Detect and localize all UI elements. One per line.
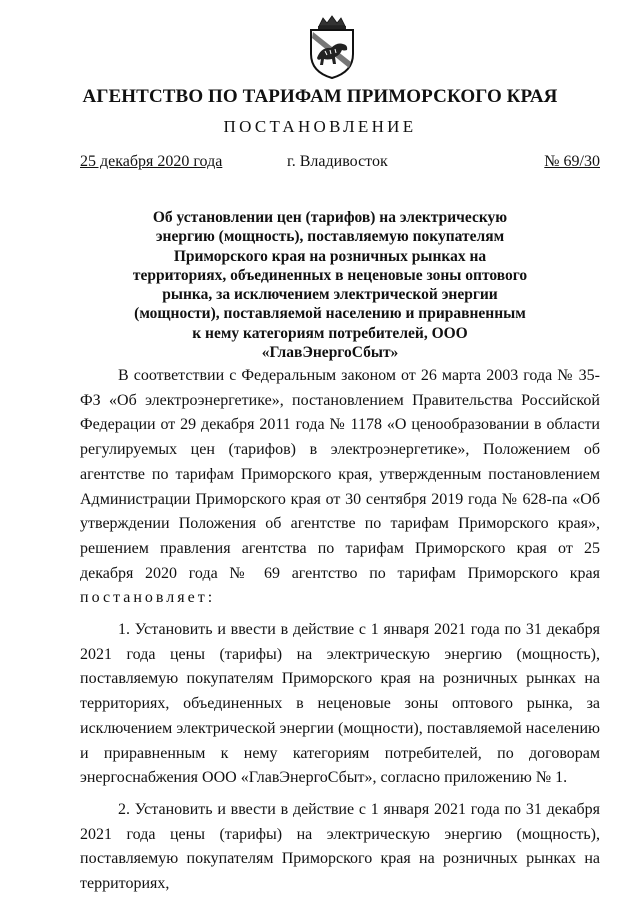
resolves-word: постановляет: — [80, 589, 216, 607]
document-date: 25 декабря 2020 года — [80, 153, 223, 170]
document-number: № 69/30 — [544, 153, 600, 170]
document-city: г. Владивосток — [287, 153, 388, 170]
item-1-paragraph: 1. Установить и ввести в действие с 1 января 2021 года по 31 декабря 2021 года цены (тарифы) на электрическую энергию (мощность), поставляемую покупателям Приморского края на розничных рынках на территориях, объединенных в неценовые зоны оптового рынка, за исключением электрической энергии (мощности), поставляемой населению и приравненным к нему категориям потребителей, по договорам энергоснабжения ООО «ГлавЭнергоСбыт», согласно приложению № 1. — [80, 621, 600, 787]
agency-title: АГЕНТСТВО ПО ТАРИФАМ ПРИМОРСКОГО КРАЯ — [82, 86, 558, 107]
preamble-text: В соответствии с Федеральным законом от 26 марта 2003 года № 35-ФЗ «Об электроэнергетике», постановлением Правительства Российской Федерации от 29 декабря 2011 года № 1178 «О ценообразовании в области регулируемых цен (тарифов) в электроэнергетике», Положением об агентстве по тарифам Приморского края, утвержденным постановлением Администрации Приморского края от 30 сентября 2019 года № 628-па «Об утверждении Положения об агентстве по тарифам Приморского края», решением правления агентства по тарифам Приморского края от 25 декабря 2020 года № 69 агентство по тарифам Приморского края — [80, 367, 600, 582]
document-type: ПОСТАНОВЛЕНИЕ — [223, 117, 417, 136]
item-2-paragraph: 2. Установить и ввести в действие с 1 января 2021 года по 31 декабря 2021 года цены (тарифы) на электрическую энергию (мощность), поставляемую покупателям Приморского края на розничных рынках на территориях, — [80, 800, 600, 893]
document-body — [80, 364, 600, 897]
preamble-paragraph — [80, 364, 600, 611]
coat-of-arms-emblem — [303, 14, 361, 80]
document-subject: Об установлении цен (тарифов) на электрическую энергию (мощность), поставляемую покупателям Приморского края на розничных рынках на территориях, объединенных в неценовые зоны оптового рынка, за исключением электрической энергии (мощности), поставляемой населению и приравненным к нему категориям потребителей, ООО «ГлавЭнергоСбыт» — [132, 209, 528, 362]
